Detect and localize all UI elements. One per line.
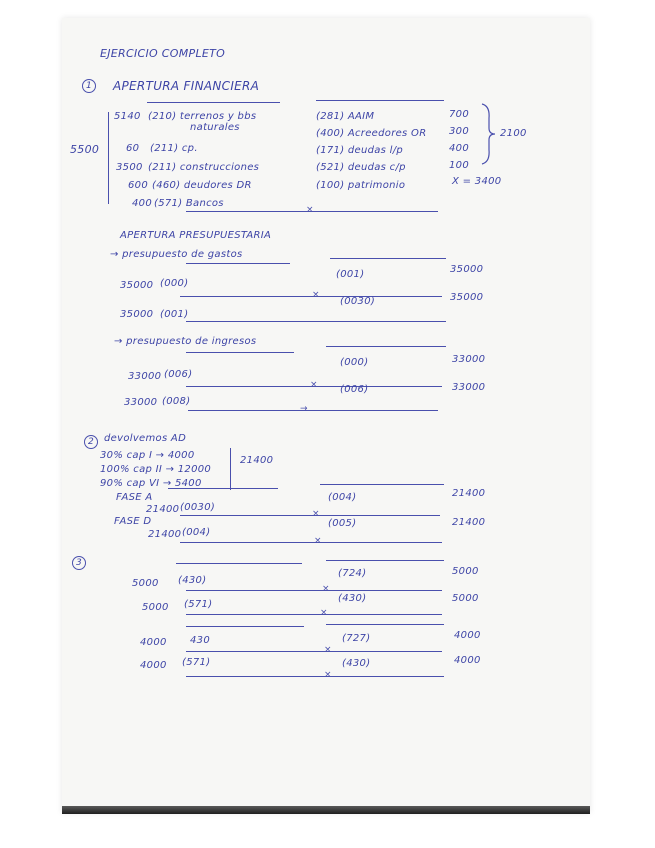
t-account-top-rule xyxy=(326,346,446,347)
separator-cross: × xyxy=(306,205,314,215)
entry-account: (571) Bancos xyxy=(154,198,224,209)
section-number: 1 xyxy=(82,79,96,93)
entry-amount: 21400 xyxy=(148,529,182,540)
budget-heading: APERTURA PRESUPUESTARIA xyxy=(120,230,272,241)
right-group-total: 2100 xyxy=(500,128,527,139)
entry-account: (727) xyxy=(342,633,371,644)
entry-account: (211) construcciones xyxy=(148,162,260,173)
entry-account: (430) xyxy=(178,575,207,586)
entry-separator xyxy=(188,410,438,411)
entry-account: (571) xyxy=(184,599,213,610)
entry-amount: 33000 xyxy=(452,354,486,365)
entry-amount: 4000 xyxy=(454,655,481,666)
t-account-top-rule xyxy=(176,563,302,564)
section-number: 3 xyxy=(72,556,86,570)
entry-amount: 33000 xyxy=(128,371,162,382)
phase-label: FASE D xyxy=(114,516,152,527)
t-account-top-rule xyxy=(147,102,280,103)
entry-account: (571) xyxy=(182,657,211,668)
entry-account: (004) xyxy=(328,492,357,503)
entry-amount: 35000 xyxy=(450,264,484,275)
entry-account: (430) xyxy=(342,658,371,669)
entry-amount: 5000 xyxy=(452,566,479,577)
entry-separator xyxy=(186,590,442,591)
entry-account: (000) xyxy=(160,278,189,289)
entry-amount: 400 xyxy=(132,198,152,209)
phase-label: FASE A xyxy=(116,492,153,503)
entry-separator xyxy=(180,542,442,543)
entry-account: (008) xyxy=(162,396,191,407)
separator-cross: × xyxy=(314,536,322,546)
entry-separator xyxy=(180,296,442,297)
chapter-line: 30% cap I → 4000 xyxy=(100,450,195,461)
separator-cross: × xyxy=(324,645,332,655)
page-title: EJERCICIO COMPLETO xyxy=(100,47,226,60)
entry-amount: 400 xyxy=(449,143,469,154)
t-account-top-rule xyxy=(186,626,304,627)
entry-account: naturales xyxy=(190,122,240,133)
entry-account: (724) xyxy=(338,568,367,579)
entry-separator xyxy=(186,321,446,322)
separator-cross: → xyxy=(300,404,308,414)
entry-account: (006) xyxy=(164,369,193,380)
separator-cross: × xyxy=(312,290,320,300)
entry-account: (001) xyxy=(160,309,189,320)
entry-account: 430 xyxy=(190,635,210,646)
t-account-top-rule xyxy=(186,352,294,353)
entry-separator xyxy=(180,515,440,516)
section-number: 2 xyxy=(84,435,98,449)
entry-amount: 3500 xyxy=(116,162,143,173)
entry-amount: 100 xyxy=(449,160,469,171)
entry-amount: 5000 xyxy=(452,593,479,604)
scan-bottom-edge xyxy=(62,806,590,814)
entry-account: (0030) xyxy=(340,296,376,307)
entry-account: (006) xyxy=(340,384,369,395)
entry-account: (400) Acreedores OR xyxy=(316,128,427,139)
entry-account: (210) terrenos y bbs xyxy=(148,111,257,122)
t-account-top-rule xyxy=(320,484,444,485)
entry-separator xyxy=(186,651,442,652)
right-brace xyxy=(480,104,496,164)
entry-account: (0030) xyxy=(180,502,216,513)
gastos-label: → presupuesto de gastos xyxy=(110,249,243,260)
chapter-line: 100% cap II → 12000 xyxy=(100,464,212,475)
entry-amount: 33000 xyxy=(124,397,158,408)
separator-cross: × xyxy=(320,608,328,618)
separator-cross: × xyxy=(322,584,330,594)
t-account-top-rule xyxy=(326,624,444,625)
entry-amount: 35000 xyxy=(120,280,154,291)
entry-account: (211) cp. xyxy=(150,143,198,154)
entry-account: (171) deudas l/p xyxy=(316,145,404,156)
entry-account: (100) patrimonio xyxy=(316,180,406,191)
entry-amount: 5000 xyxy=(142,602,169,613)
entry-amount: 5140 xyxy=(114,111,141,122)
t-account-top-rule xyxy=(330,258,446,259)
entry-amount: 35000 xyxy=(450,292,484,303)
entry-account: (005) xyxy=(328,518,357,529)
patrimonio-value: X = 3400 xyxy=(452,176,502,187)
separator-cross: × xyxy=(310,380,318,390)
left-brace xyxy=(108,112,109,204)
entry-amount: 21400 xyxy=(146,504,180,515)
chapter-brace xyxy=(230,448,231,490)
chapter-line: 90% cap VI → 5400 xyxy=(100,478,202,489)
entry-amount: 33000 xyxy=(452,382,486,393)
entry-separator xyxy=(186,614,442,615)
separator-cross: × xyxy=(312,509,320,519)
entry-account: (000) xyxy=(340,357,369,368)
left-total: 5500 xyxy=(70,143,100,156)
entry-amount: 60 xyxy=(126,143,140,154)
entry-account: (281) AAIM xyxy=(316,111,375,122)
entry-account: (460) deudores DR xyxy=(152,180,252,191)
entry-amount: 21400 xyxy=(452,488,486,499)
entry-amount: 21400 xyxy=(452,517,486,528)
section-heading: APERTURA FINANCIERA xyxy=(113,79,260,93)
entry-amount: 4000 xyxy=(140,660,167,671)
entry-amount: 300 xyxy=(449,126,469,137)
section-heading: devolvemos AD xyxy=(104,433,187,444)
entry-separator xyxy=(186,676,444,677)
entry-amount: 35000 xyxy=(120,309,154,320)
entry-amount: 4000 xyxy=(140,637,167,648)
entry-amount: 700 xyxy=(449,109,469,120)
brace-total: 21400 xyxy=(240,455,274,466)
separator-cross: × xyxy=(324,670,332,680)
entry-account: (430) xyxy=(338,593,367,604)
entry-amount: 5000 xyxy=(132,578,159,589)
t-account-top-rule xyxy=(316,100,444,101)
entry-account: (004) xyxy=(182,527,211,538)
entry-account: (521) deudas c/p xyxy=(316,162,406,173)
entry-amount: 600 xyxy=(128,180,148,191)
entry-amount: 4000 xyxy=(454,630,481,641)
entry-account: (001) xyxy=(336,269,365,280)
ingresos-label: → presupuesto de ingresos xyxy=(114,336,257,347)
t-account-top-rule xyxy=(326,560,444,561)
t-account-top-rule xyxy=(186,263,290,264)
t-account-top-rule xyxy=(168,488,278,489)
